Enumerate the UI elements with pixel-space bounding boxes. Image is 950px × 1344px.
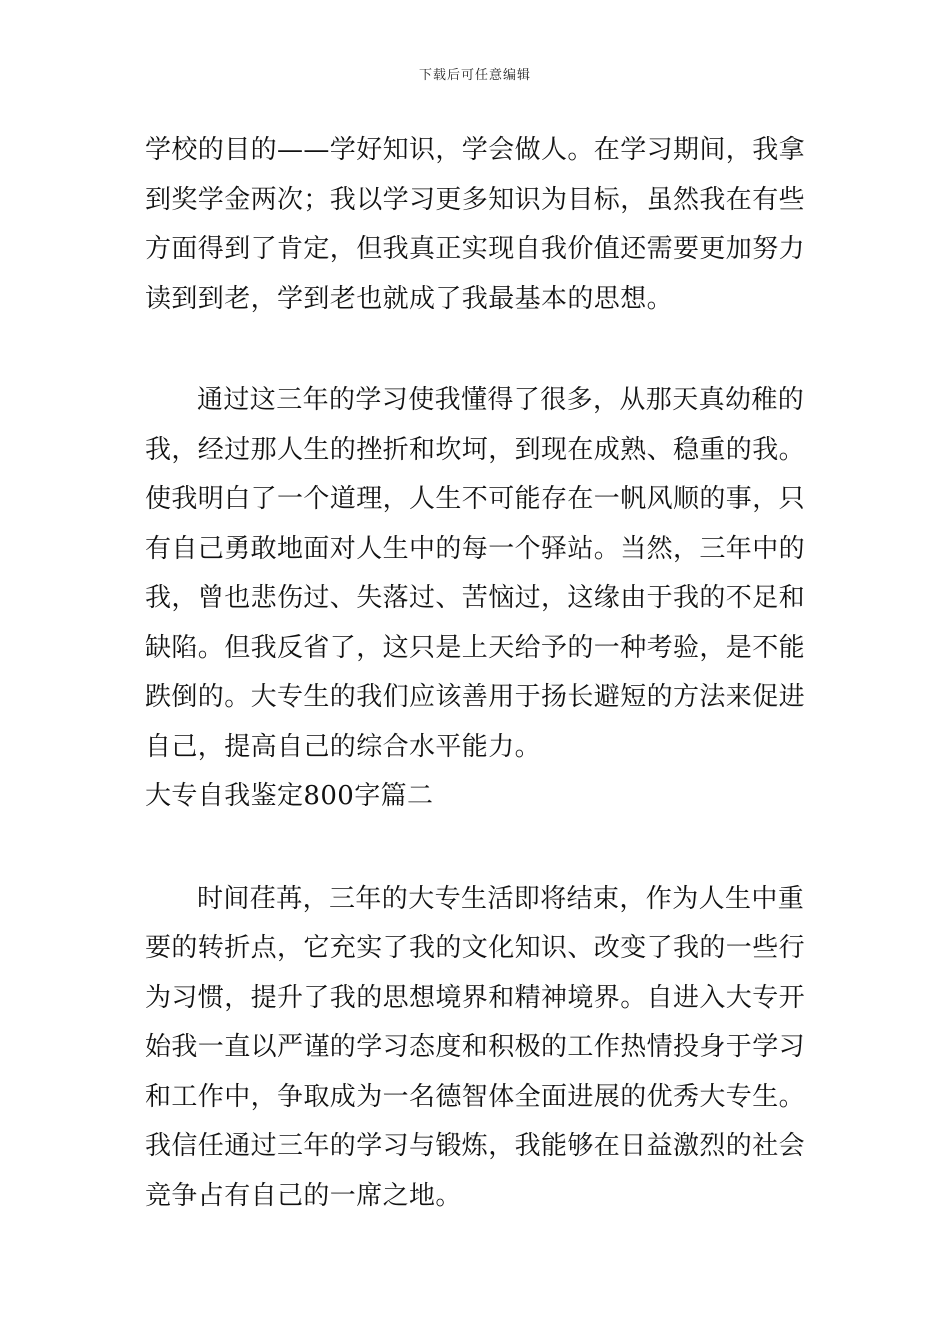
section-heading: 大专自我鉴定800字篇二 (145, 781, 434, 811)
paragraph-3 (145, 875, 810, 1222)
text-line: 读到到老，学到老也就成了我最基本的思想。 (145, 283, 674, 314)
text-line: 使我明白了一个道理，人生不可能存在一帆风顺的事，只 (145, 484, 806, 514)
text-line: 跌倒的。大专生的我们应该善用于扬长避短的方法来促进 (145, 682, 806, 712)
page-header: 下载后可任意编辑 (418, 68, 531, 83)
text-line: 到奖学金两次；我以学习更多知识为目标，虽然我在有些 (145, 184, 806, 215)
text-line: 和工作中，争取成为一名德智体全面进展的优秀大专生。 (145, 1081, 806, 1112)
text-line: 我，经过那人生的挫折和坎坷，到现在成熟、稳重的我。 (145, 434, 806, 465)
text-line: 我，曾也悲伤过、失落过、苦恼过，这缘由于我的不足和 (145, 583, 806, 613)
paragraph-spacer (145, 822, 810, 875)
text-line: 方面得到了肯定，但我真正实现自我价值还需要更加努力 (145, 234, 806, 264)
text-line: 学校的目的——学好知识，学会做人。在学习期间，我拿 (145, 135, 806, 165)
paragraph-1 (145, 126, 810, 324)
text-line: 自己，提高自己的综合水平能力。 (145, 731, 542, 762)
text-line: 为习惯，提升了我的思想境界和精神境界。自进入大专开 (145, 982, 806, 1013)
paragraph-spacer (145, 324, 810, 376)
text-line: 时间荏苒，三年的大专生活即将结束，作为人生中重 (197, 883, 805, 914)
text-line: 我信任通过三年的学习与锻炼，我能够在日益激烈的社会 (145, 1131, 806, 1161)
text-line: 竞争占有自己的一席之地。 (145, 1180, 462, 1211)
paragraph-2 (145, 376, 810, 772)
document-body (145, 126, 810, 1221)
text-line: 通过这三年的学习使我懂得了很多，从那天真幼稚的 (197, 385, 805, 415)
text-line: 有自己勇敢地面对人生中的每一个驿站。当然，三年中的 (145, 533, 806, 564)
text-line: 要的转折点，它充实了我的文化知识、改变了我的一些行 (145, 933, 806, 963)
text-line: 始我一直以严谨的学习态度和积极的工作热情投身于学习 (145, 1032, 806, 1062)
text-line: 缺陷。但我反省了，这只是上天给予的一种考验，是不能 (145, 632, 806, 663)
